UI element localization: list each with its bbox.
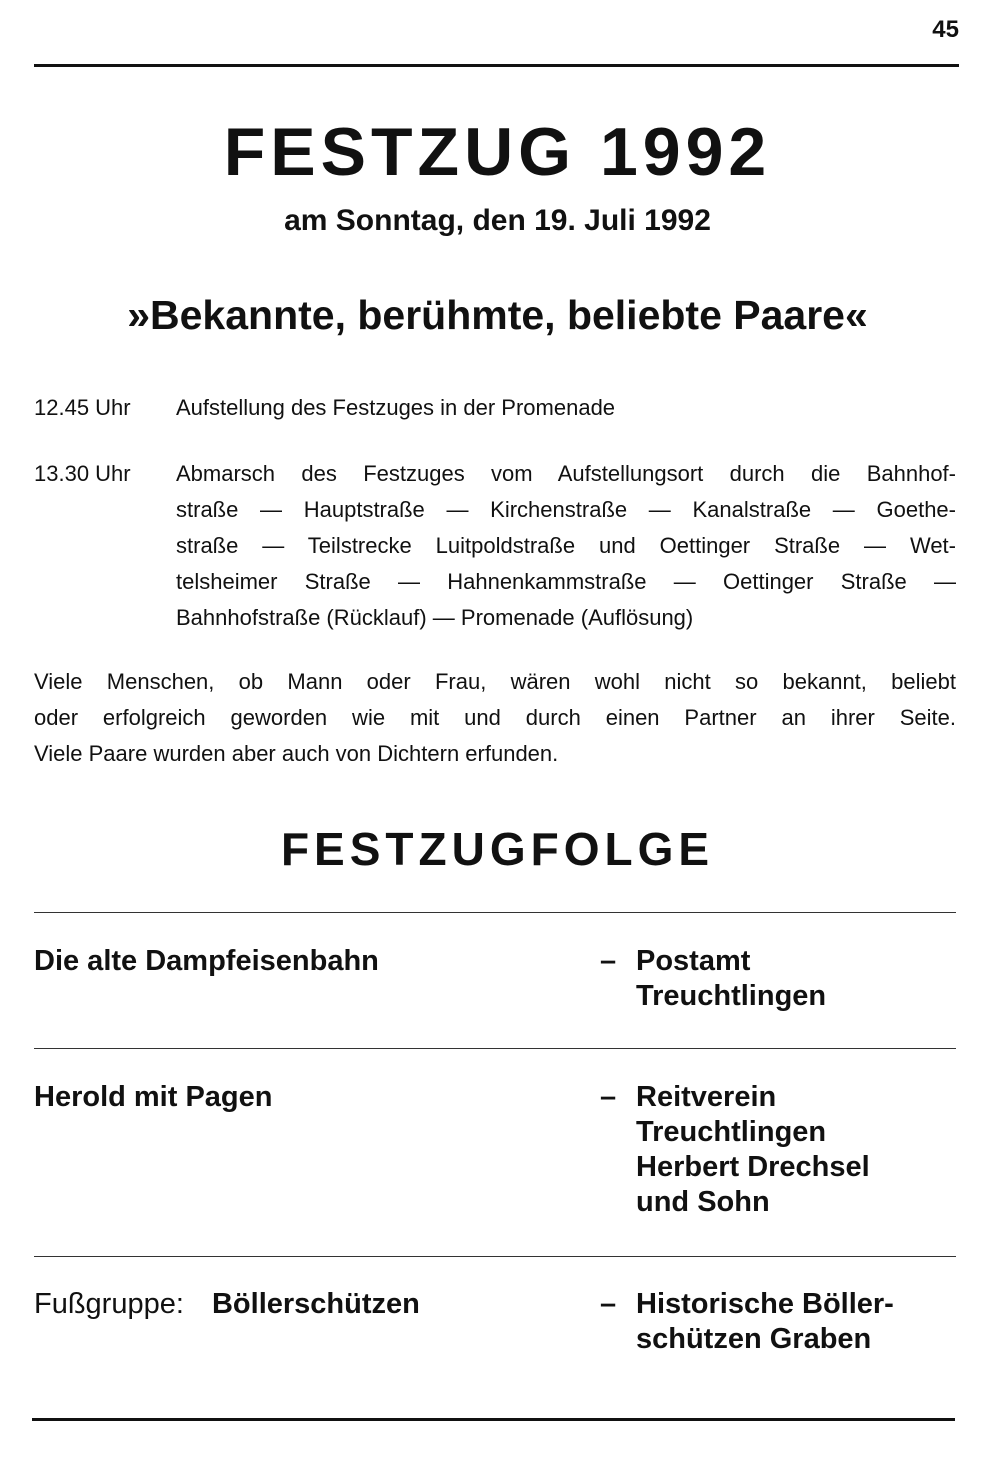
bottom-rule	[32, 1418, 955, 1421]
schedule-line: Bahnhofstraße (Rücklauf) — Promenade (Auflösung)	[176, 605, 694, 630]
procession-entry	[34, 1080, 956, 1225]
entry-name: Die alte Dampfeisenbahn	[34, 945, 379, 977]
intro-line: oder erfolgreich geworden wie mit und durch einen Partner an ihrer Seite.	[34, 705, 956, 730]
divider	[34, 1256, 956, 1257]
schedule-line: telsheimer Straße — Hahnenkammstraße — Oettinger Straße —	[176, 569, 956, 594]
participant-line: Herbert Drechsel	[636, 1151, 870, 1183]
participant-line: Treuchtlingen	[636, 1116, 827, 1148]
event-motto: »Bekannte, berühmte, beliebte Paare«	[127, 292, 868, 338]
schedule-time: 12.45 Uhr	[34, 395, 131, 420]
schedule-time: 13.30 Uhr	[34, 461, 131, 486]
intro-line: Viele Paare wurden aber auch von Dichtern erfunden.	[34, 741, 559, 766]
schedule-line: straße — Teilstrecke Luitpoldstraße und Oettinger Straße — Wet-	[176, 533, 956, 558]
entry-name: Herold mit Pagen	[34, 1081, 273, 1113]
entry-title	[34, 1080, 273, 1115]
event-date: am Sonntag, den 19. Juli 1992	[284, 204, 711, 237]
schedule-line: Abmarsch des Festzuges vom Aufstellungsort durch die Bahnhof-	[176, 461, 956, 486]
schedule-line: Aufstellung des Festzuges in der Promenade	[176, 395, 616, 420]
entry-name: Böllerschützen	[211, 1288, 420, 1320]
entry-title	[34, 944, 379, 979]
divider	[34, 1048, 956, 1049]
entry-dash: –	[600, 945, 617, 977]
schedule-item	[34, 390, 956, 426]
procession-entry	[34, 1287, 956, 1367]
entry-dash: –	[600, 1288, 617, 1320]
schedule-line: straße — Hauptstraße — Kirchenstraße — Kanalstraße — Goethe-	[176, 497, 956, 522]
divider	[34, 912, 956, 913]
top-rule	[34, 64, 959, 67]
entry-title	[34, 1287, 420, 1322]
participant-line: schützen Graben	[636, 1323, 872, 1355]
schedule-text	[176, 456, 956, 636]
participant-line: Historische Böller-	[636, 1288, 894, 1320]
entry-participants	[636, 944, 826, 1014]
intro-paragraph	[34, 664, 956, 772]
section-title: FESTZUGFOLGE	[280, 823, 715, 875]
page-number: 45	[932, 16, 959, 43]
intro-line: Viele Menschen, ob Mann oder Frau, wären wohl nicht so bekannt, beliebt	[34, 669, 956, 694]
participant-line: Reitverein	[636, 1081, 777, 1113]
entry-dash: –	[600, 1081, 617, 1113]
schedule-item	[34, 456, 956, 636]
participant-line: und Sohn	[636, 1186, 770, 1218]
entry-prefix: Fußgruppe:	[34, 1288, 184, 1320]
entry-participants	[636, 1287, 894, 1357]
participant-line: Treuchtlingen	[636, 980, 827, 1012]
page-title: FESTZUG 1992	[223, 114, 772, 190]
participant-line: Postamt	[636, 945, 751, 977]
entry-participants	[636, 1080, 870, 1220]
procession-entry	[34, 944, 956, 1024]
schedule-text	[176, 390, 956, 426]
